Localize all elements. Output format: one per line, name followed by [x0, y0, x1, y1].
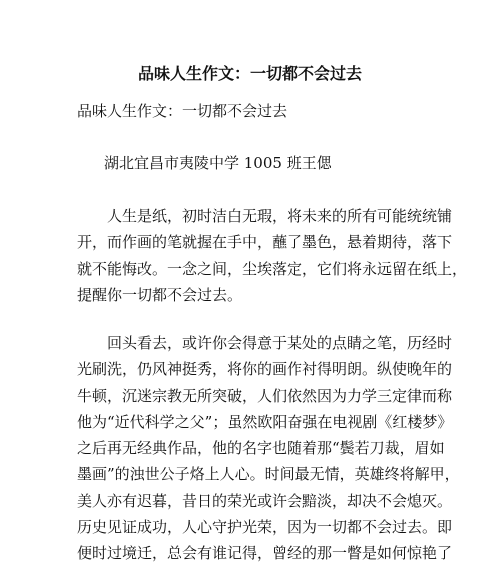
document-title: 品味人生作文：一切都不会过去	[137, 64, 362, 83]
paragraph-line: 美人亦有迟暮，昔日的荣光或许会黯淡，却决不会熄灭。	[77, 491, 453, 510]
paragraph-line: 就不能悔改。一念之间，尘埃落定，它们将永远留在纸上，	[77, 259, 468, 278]
paragraph-line: 提醒你一切都不会过去。	[77, 285, 243, 304]
paragraph-line: 历史见证成功，人心守护光荣，因为一切都不会过去。即	[77, 518, 453, 537]
paragraph-line: 回头看去，或许你会得意于某处的点睛之笔，历经时	[77, 334, 453, 352]
author-line: 湖北宜昌市夷陵中学 1005 班王偲	[104, 154, 332, 172]
paragraph-line: 之后再无经典作品，他的名字也随着那“鬓若刀裁，眉如	[77, 439, 445, 458]
paragraph-line: 他为“近代科学之父”；虽然欧阳奋强在电视剧《红楼梦》	[77, 412, 453, 431]
paragraph-line: 开，而作画的笔就握在手中，蘸了墨色，悬着期待，落下	[77, 233, 453, 252]
paragraph-line: 便时过境迁，总会有谁记得，曾经的那一瞥是如何惊艳了	[77, 544, 453, 563]
paragraph-line: 墨画”的浊世公子烙上人心。时间最无情，英雄终将解甲，	[77, 465, 460, 484]
document-subtitle: 品味人生作文：一切都不会过去	[77, 102, 288, 120]
paragraph-2	[77, 330, 467, 567]
paragraph-line: 牛顿，沉迷宗教无所突破，人们依然因为力学三定律而称	[77, 386, 453, 405]
paragraph-line: 光刷洗，仍风神挺秀，将你的画作衬得明朗。纵使晚年的	[77, 360, 453, 379]
paragraph-1	[77, 203, 467, 308]
paragraph-line: 人生是纸，初时洁白无瑕，将未来的所有可能统统铺	[77, 207, 453, 225]
